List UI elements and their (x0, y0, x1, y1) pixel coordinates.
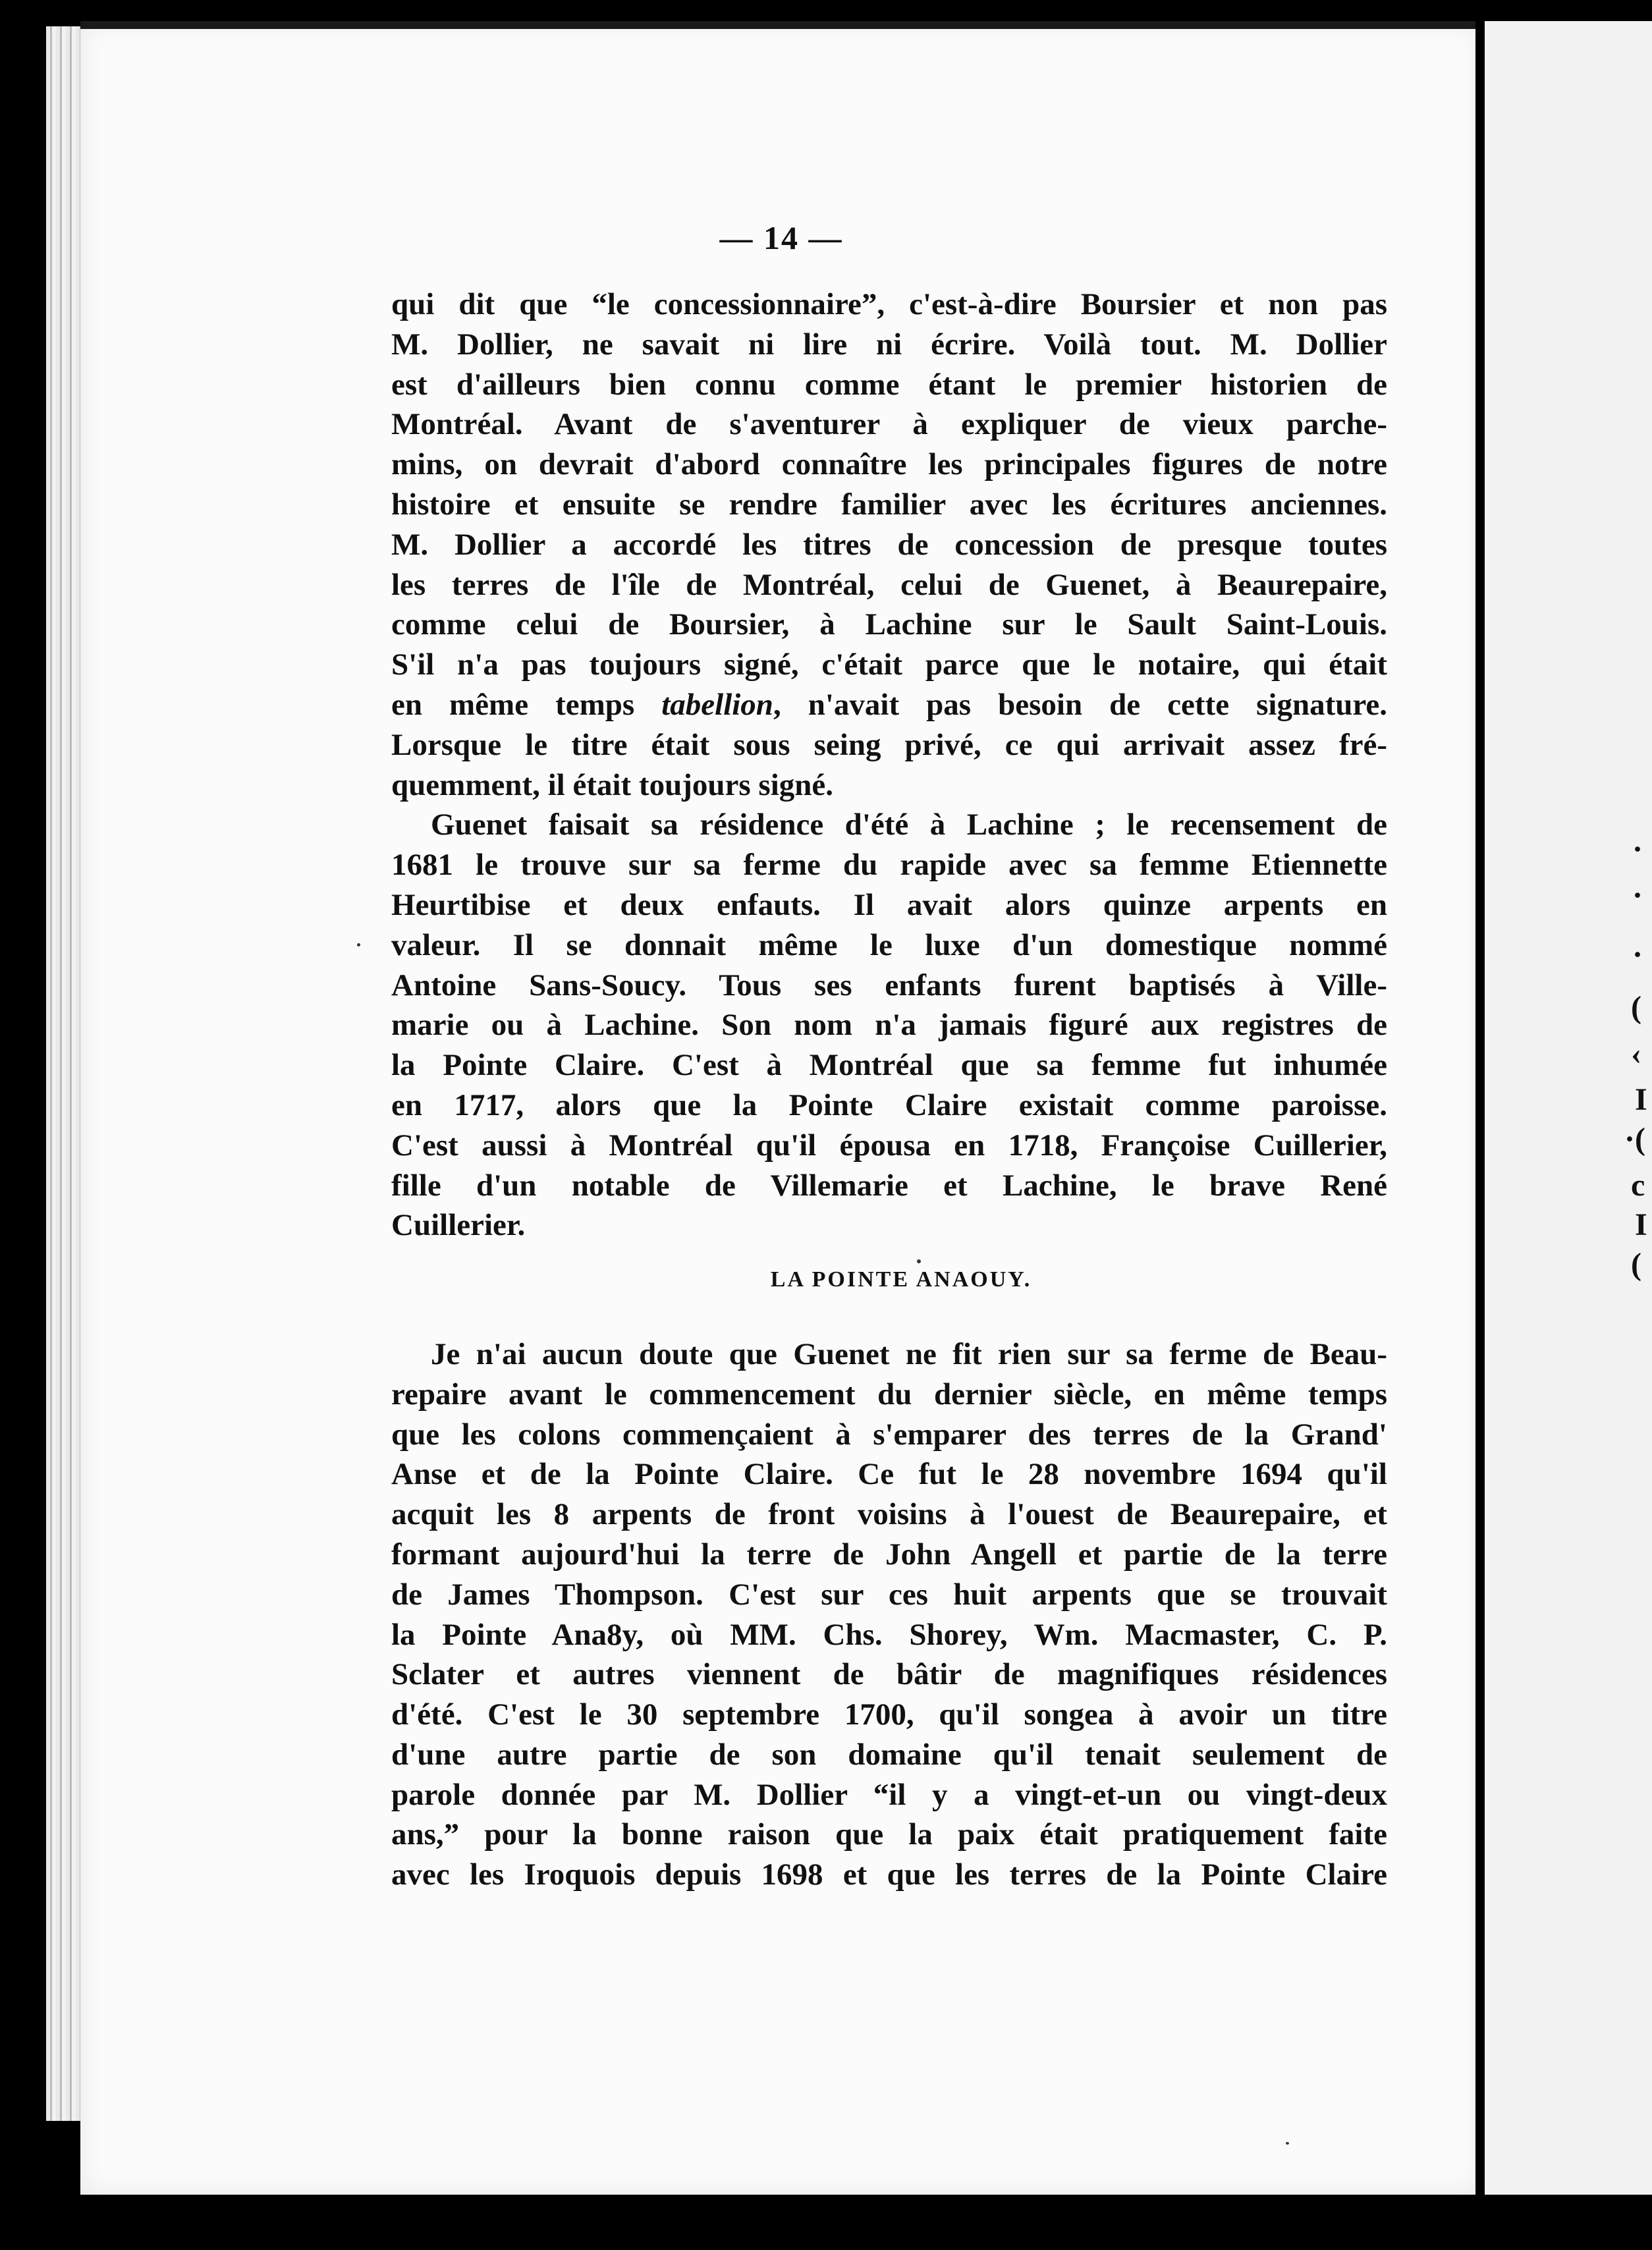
text-line: C'est aussi à Montréal qu'il épousa en 1718, Françoise Cuillerier, (391, 1128, 1387, 1163)
text-line: de James Thompson. C'est sur ces huit arpents que se trouvait (391, 1577, 1387, 1612)
text-line: Montréal. Avant de s'aventurer à expliquer de vieux parche- (391, 407, 1387, 442)
stacked-page-edges (46, 26, 84, 2121)
text-line: formant aujourd'hui la terre de John Angell et partie de la terre (391, 1537, 1387, 1572)
adjacent-page-mark: · (1632, 832, 1643, 867)
adjacent-page-mark: · (1632, 878, 1643, 913)
text-line: la Pointe Ana8y, où MM. Chs. Shorey, Wm. Macmaster, C. P. (391, 1617, 1387, 1652)
adjacent-page-mark: ( (1631, 990, 1641, 1025)
text-line: repaire avant le commencement du dernier siècle, en même temps (391, 1377, 1387, 1412)
text-line: d'une autre partie de son domaine qu'il tenait seulement de (391, 1737, 1387, 1772)
book-page (80, 21, 1482, 2195)
text-line: la Pointe Claire. C'est à Montréal que sa femme fut inhumée (391, 1048, 1387, 1083)
text-line: mins, on devrait d'abord connaître les principales figures de notre (391, 447, 1387, 482)
page-top-edge (80, 21, 1482, 29)
text-line: Lorsque le titre était sous seing privé, ce qui arrivait assez fré- (391, 727, 1387, 762)
scan-speck (917, 1259, 921, 1263)
text-line: Heurtibise et deux enfauts. Il avait alors quinze arpents en (391, 887, 1387, 922)
scan-speck (357, 943, 360, 947)
text-line: parole donnée par M. Dollier “il y a vingt-et-un ou vingt-deux (391, 1777, 1387, 1812)
text-line: valeur. Il se donnait même le luxe d'un domestique nommé (391, 927, 1387, 962)
text-line: comme celui de Boursier, à Lachine sur le Sault Saint-Louis. (391, 607, 1387, 642)
page-number: — 14 — (719, 219, 843, 256)
text-line: Sclater et autres viennent de bâtir de magnifiques résidences (391, 1657, 1387, 1692)
body-text (391, 285, 1387, 1895)
text-line: est d'ailleurs bien connu comme étant le premier historien de (391, 367, 1387, 402)
text-line: S'il n'a pas toujours signé, c'était parce que le notaire, qui était (391, 647, 1387, 682)
text-line: avec les Iroquois depuis 1698 et que les terres de la Pointe Claire (391, 1857, 1387, 1892)
paragraph (391, 285, 1387, 805)
adjacent-page-mark: ( (1631, 1247, 1641, 1282)
adjacent-page-edge (1485, 21, 1652, 2195)
text-line: Anse et de la Pointe Claire. Ce fut le 28 novembre 1694 qu'il (391, 1457, 1387, 1492)
text-line: ans,” pour la bonne raison que la paix était pratiquement faite (391, 1817, 1387, 1852)
text-line: 1681 le trouve sur sa ferme du rapide avec sa femme Etiennette (391, 848, 1387, 883)
text-line: Je n'ai aucun doute que Guenet ne fit rien sur sa ferme de Beau- (431, 1336, 1387, 1371)
scan-speck (1286, 2142, 1289, 2145)
adjacent-page-mark: ·( (1624, 1122, 1645, 1157)
text-line: Cuillerier. (391, 1208, 526, 1243)
paragraph (391, 805, 1387, 1246)
adjacent-page-mark: · (1632, 937, 1643, 972)
adjacent-page-mark: ‹ (1631, 1036, 1641, 1071)
adjacent-page-mark: c (1631, 1168, 1645, 1203)
text-line: quemment, il était toujours signé. (391, 767, 834, 802)
text-line: fille d'un notable de Villemarie et Lachine, le brave René (391, 1168, 1387, 1203)
adjacent-page-mark: I (1635, 1207, 1647, 1242)
text-line: histoire et ensuite se rendre familier avec les écritures anciennes. (391, 487, 1387, 522)
text-line: acquit les 8 arpents de front voisins à l'ouest de Beaurepaire, et (391, 1497, 1387, 1532)
text-line: Guenet faisait sa résidence d'été à Lachine ; le recensement de (431, 808, 1387, 842)
text-line: qui dit que “le concessionnaire”, c'est-à-dire Boursier et non pas (391, 287, 1387, 321)
page-gutter (1475, 21, 1485, 2195)
section-heading: LA POINTE ANAOUY. (770, 1267, 1032, 1292)
text-line: en même temps tabellion, n'avait pas besoin de cette signature. (391, 687, 1387, 722)
paragraph (391, 1334, 1387, 1895)
text-line: les terres de l'île de Montréal, celui de Guenet, à Beaurepaire, (391, 567, 1387, 602)
adjacent-page-mark: I (1635, 1082, 1647, 1117)
text-line: M. Dollier, ne savait ni lire ni écrire. Voilà tout. M. Dollier (391, 327, 1387, 362)
text-line: d'été. C'est le 30 septembre 1700, qu'il songea à avoir un titre (391, 1697, 1387, 1732)
text-line: que les colons commençaient à s'emparer des terres de la Grand' (391, 1417, 1387, 1452)
text-line: M. Dollier a accordé les titres de concession de presque toutes (391, 527, 1387, 562)
text-line: Antoine Sans-Soucy. Tous ses enfants furent baptisés à Ville- (391, 968, 1387, 1002)
text-line: marie ou à Lachine. Son nom n'a jamais figuré aux registres de (391, 1008, 1387, 1043)
text-line: en 1717, alors que la Pointe Claire existait comme paroisse. (391, 1087, 1387, 1122)
